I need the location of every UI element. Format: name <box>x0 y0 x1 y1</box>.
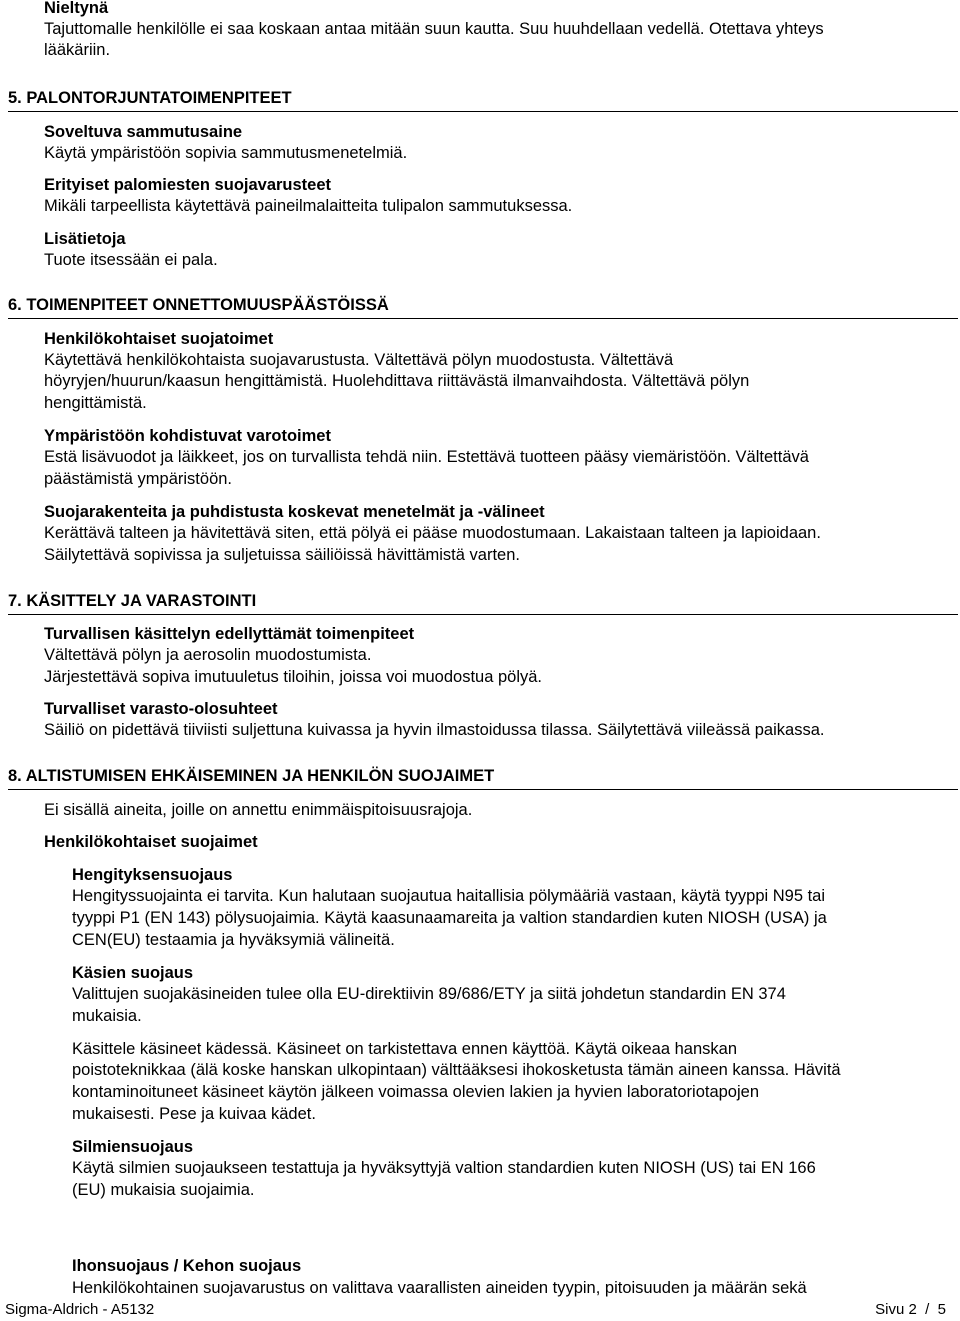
section-7-rule <box>8 614 958 615</box>
s8-intro: Ei sisällä aineita, joille on annettu enimmäispitoisuusrajoja. <box>44 801 473 819</box>
s8-skin-text: Henkilökohtainen suojavarustus on valittava vaarallisten aineiden tyypin, pitoisuuden ja määrän sekä <box>72 1279 807 1297</box>
section-5-title: 5. PALONTORJUNTATOIMENPITEET <box>8 89 292 107</box>
section-6-rule <box>8 318 958 319</box>
first-aid-heading: Nieltynä <box>44 0 109 17</box>
s8-hand-text-2: mukaisia. <box>72 1007 142 1025</box>
s6-subheading-environment: Ympäristöön kohdistuvat varotoimet <box>44 427 331 445</box>
s6-subheading-containment: Suojarakenteita ja puhdistusta koskevat menetelmät ja -välineet <box>44 503 545 521</box>
s7-subheading-storage: Turvalliset varasto-olosuhteet <box>44 700 278 718</box>
s6-text-environment-2: päästämistä ympäristöön. <box>44 470 233 488</box>
first-aid-line-2: lääkäriin. <box>44 41 111 59</box>
s8-respiratory-text-3: CEN(EU) testaamia ja hyväksymiä välineitä. <box>72 931 395 949</box>
s6-subheading-personal: Henkilökohtaiset suojatoimet <box>44 330 274 348</box>
s5-text-further-info: Tuote itsessään ei pala. <box>44 251 218 269</box>
s8-respiratory-text-2: tyyppi P1 (EN 143) pölysuojaimia. Käytä kaasunaamareita ja valtion standardien kuten NIOSH (USA) ja <box>72 909 827 927</box>
footer-page-number: Sivu 2 / 5 <box>875 1301 946 1318</box>
s6-text-personal-2: höyryjen/huurun/kaasun hengittämistä. Huolehdittava riittävästä ilmanvaihdosta. Vältettävä pölyn <box>44 372 750 390</box>
s6-text-containment-1: Kerättävä talteen ja hävitettävä siten, että pölyä ei pääse muodostumaan. Lakaistaan talteen ja lapioidaan. <box>44 524 821 542</box>
first-aid-line-1: Tajuttomalle henkilölle ei saa koskaan antaa mitään suun kautta. Suu huuhdellaan vedellä. Otettava yhteys <box>44 20 824 38</box>
footer-product: Sigma-Aldrich - A5132 <box>5 1301 155 1318</box>
s7-text-handling-2: Järjestettävä sopiva imutuuletus tiloihin, joissa voi muodostua pölyä. <box>44 668 543 686</box>
s8-subheading-ppe: Henkilökohtaiset suojaimet <box>44 833 258 851</box>
s8-hand-text-4: poistoteknikkaa (älä koske hanskan ulkopintaan) välttääksesi ihokosketusta tämän aineen kanssa. Hävitä <box>72 1061 841 1079</box>
s8-eye-text-1: Käytä silmien suojaukseen testattuja ja hyväksyttyjä valtion standardien kuten NIOSH (US) tai EN 166 <box>72 1159 816 1177</box>
section-6-title: 6. TOIMENPITEET ONNETTOMUUSPÄÄSTÖISSÄ <box>8 296 389 314</box>
s8-respiratory-text-1: Hengityssuojainta ei tarvita. Kun halutaan suojautua haitallisia pölymääriä vastaan, käytä tyyppi N95 tai <box>72 887 826 905</box>
s5-subheading-firefighters: Erityiset palomiesten suojavarusteet <box>44 176 332 194</box>
s8-respiratory-heading: Hengityksensuojaus <box>72 866 233 884</box>
s8-eye-text-2: (EU) mukaisia suojaimia. <box>72 1181 255 1199</box>
s6-text-containment-2: Säilytettävä sopivissa ja suljetuissa säiliöissä hävittämistä varten. <box>44 546 520 564</box>
s7-text-storage: Säiliö on pidettävä tiiviisti suljettuna kuivassa ja hyvin ilmastoidussa tilassa. Säilytettävä viileässä paikassa. <box>44 721 825 739</box>
s8-hand-text-3: Käsittele käsineet kädessä. Käsineet on tarkistettava ennen käyttöä. Käytä oikeaa hanskan <box>72 1040 738 1058</box>
s8-hand-heading: Käsien suojaus <box>72 964 194 982</box>
s6-text-personal-1: Käytettävä henkilökohtaista suojavarustusta. Vältettävä pölyn muodostusta. Vältettävä <box>44 351 674 369</box>
s6-text-personal-3: hengittämistä. <box>44 394 147 412</box>
s7-subheading-handling: Turvallisen käsittelyn edellyttämät toimenpiteet <box>44 625 415 643</box>
section-8-title: 8. ALTISTUMISEN EHKÄISEMINEN JA HENKILÖN SUOJAIMET <box>8 767 495 785</box>
s8-eye-heading: Silmiensuojaus <box>72 1138 194 1156</box>
s5-subheading-further-info: Lisätietoja <box>44 230 126 248</box>
s8-hand-text-5: kontaminoituneet käsineet käytön jälkeen voimassa olevien lakien ja hyvien laboratoriotapojen <box>72 1083 760 1101</box>
section-5-rule <box>8 111 958 112</box>
s8-hand-text-1: Valittujen suojakäsineiden tulee olla EU-direktiivin 89/686/ETY ja siitä johdetun standardin EN 374 <box>72 985 786 1003</box>
s5-text-firefighters: Mikäli tarpeellista käytettävä paineilmalaitteita tulipalon sammutuksessa. <box>44 197 573 215</box>
s8-hand-text-6: mukaisesti. Pese ja kuivaa kädet. <box>72 1105 316 1123</box>
s8-skin-heading: Ihonsuojaus / Kehon suojaus <box>72 1257 302 1275</box>
section-7-title: 7. KÄSITTELY JA VARASTOINTI <box>8 592 257 610</box>
s5-subheading-extinguishing: Soveltuva sammutusaine <box>44 123 243 141</box>
s5-text-extinguishing: Käytä ympäristöön sopivia sammutusmenetelmiä. <box>44 144 408 162</box>
s7-text-handling-1: Vältettävä pölyn ja aerosolin muodostumista. <box>44 646 372 664</box>
s6-text-environment-1: Estä lisävuodot ja läikkeet, jos on turvallista tehdä niin. Estettävä tuotteen pääsy viemäristöön. Vältettävä <box>44 448 809 466</box>
section-8-rule <box>8 789 958 790</box>
